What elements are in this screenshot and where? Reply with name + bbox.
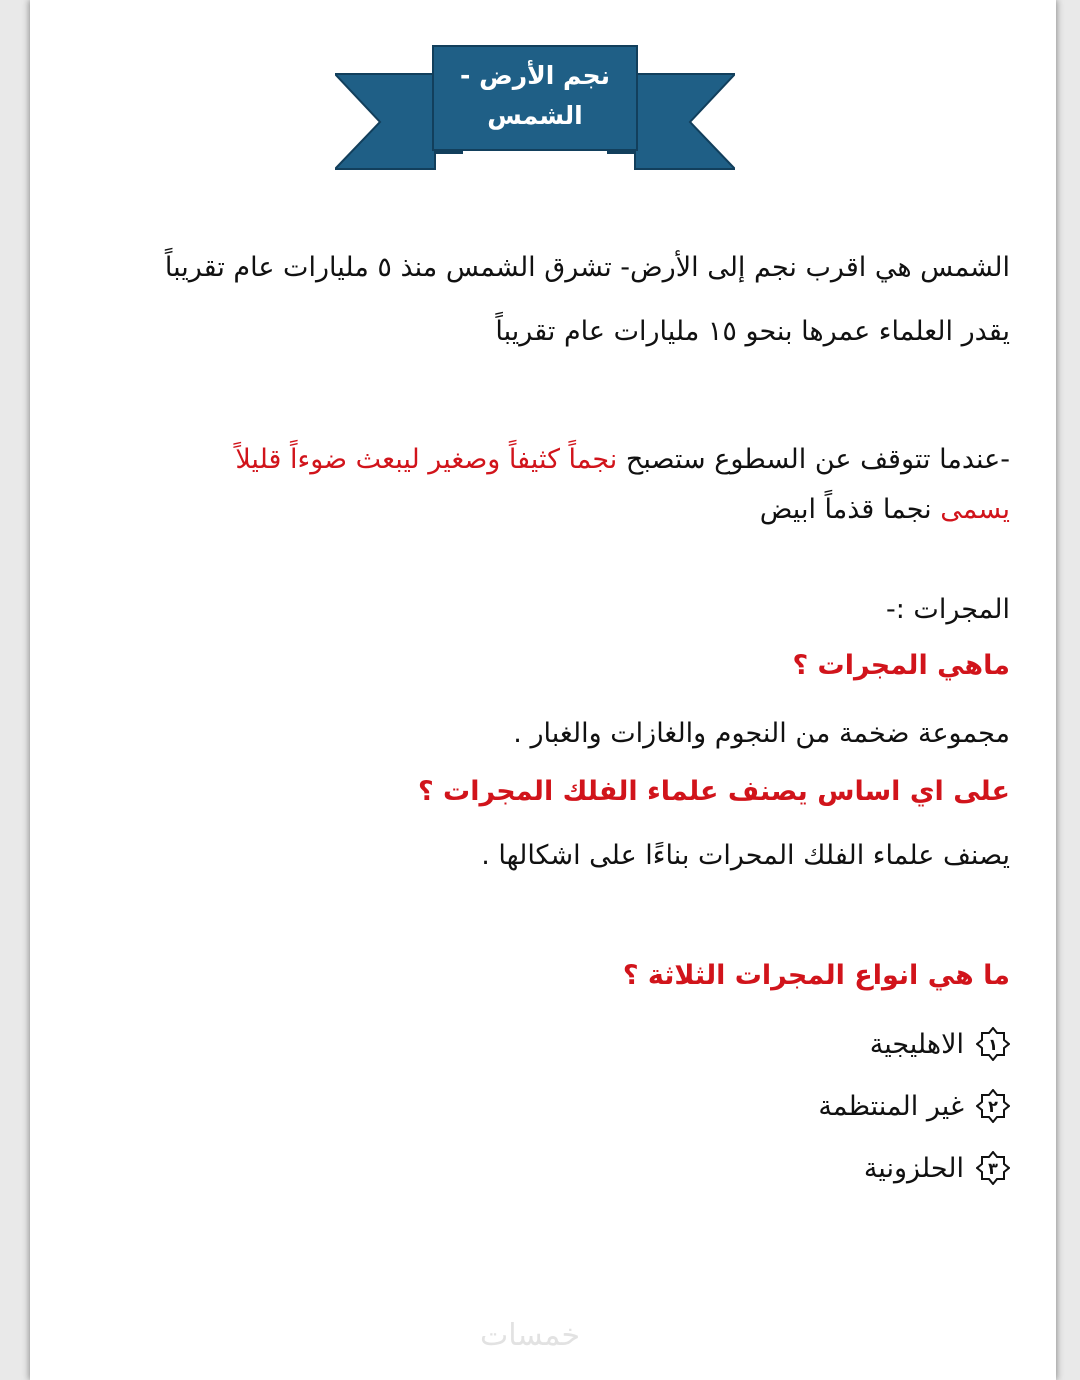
paragraph2-line2-normal: نجما قذماً ابيض: [759, 494, 941, 525]
paragraph2-line2: [760, 494, 1010, 525]
question-classification-basis: على اي اساس يصنف علماء الفلك المجرات ؟: [418, 776, 1010, 807]
answer-what-are-galaxies: مجموعة ضخمة من النجوم والغازات والغبار .: [513, 718, 1010, 749]
list-number: ١: [988, 1035, 998, 1054]
numbered-star-icon: [976, 1089, 1010, 1123]
question-what-are-galaxies: ماهي المجرات ؟: [792, 650, 1010, 681]
watermark-logo: خمسات: [479, 1318, 581, 1353]
banner-title: نجم الأرض - الشمس: [460, 61, 610, 130]
paragraph2-line1-normal: -عندما تتوقف عن السطوع ستصبح: [617, 444, 1010, 475]
paragraph1-line1: الشمس هي اقرب نجم إلى الأرض- تشرق الشمس منذ ٥ مليارات عام تقريباً: [164, 252, 1010, 283]
list-number: ٢: [988, 1097, 998, 1116]
list-item-label: الحلزونية: [863, 1152, 964, 1184]
paragraph2-line1-highlight: نجماً كثيفاً وصغير ليبعث ضوءاً قليلاً: [235, 444, 618, 475]
answer-classification-basis: يصنف علماء الفلك المحرات بناءًا على اشكالها .: [481, 840, 1010, 871]
paragraph2-line2-highlight: يسمى: [940, 494, 1010, 525]
list-item-type-3: [864, 1148, 1010, 1188]
document-page: [30, 0, 1056, 1380]
paragraph1-line2: يقدر العلماء عمرها بنحو ١٥ مليارات عام تقريباً: [495, 316, 1010, 347]
question-galaxy-types: ما هي انواع المجرات الثلاثة ؟: [622, 960, 1010, 991]
numbered-star-icon: [976, 1151, 1010, 1185]
title-ribbon-banner: [335, 42, 735, 172]
numbered-star-icon: [976, 1027, 1010, 1061]
list-item-label: غير المنتظمة: [818, 1090, 964, 1122]
list-number: ٣: [988, 1159, 998, 1178]
list-item-type-1: [870, 1024, 1010, 1064]
list-item-label: الاهليجية: [869, 1028, 964, 1060]
galaxies-heading: المجرات :-: [885, 594, 1010, 625]
list-item-type-2: [818, 1086, 1010, 1126]
paragraph2-line1: [235, 444, 1010, 475]
